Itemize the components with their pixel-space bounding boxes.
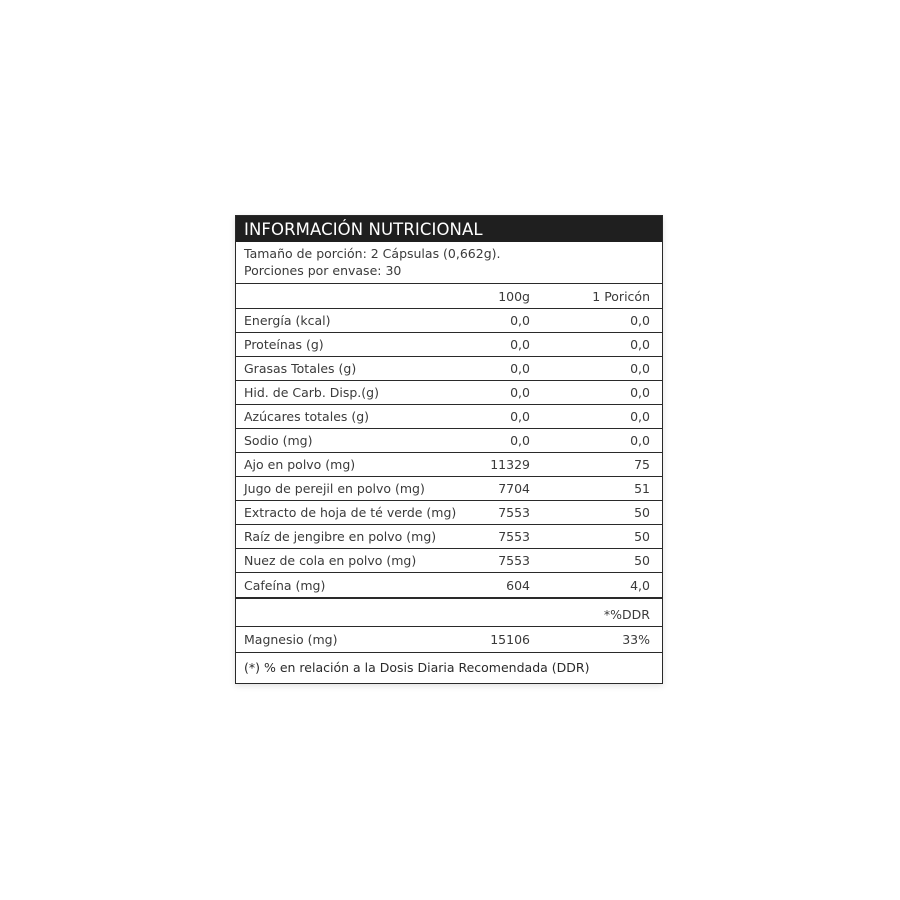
nutrient-name: Ajo en polvo (mg) — [244, 457, 356, 472]
servings-per-container: Porciones por envase: 30 — [244, 263, 402, 278]
nutrient-value-portion: 50 — [634, 529, 650, 544]
ddr-value-100g: 15106 — [490, 632, 530, 647]
column-header-portion: 1 Poricón — [592, 288, 650, 304]
nutrient-row — [236, 357, 662, 381]
label-title: INFORMACIÓN NUTRICIONAL — [236, 216, 662, 242]
nutrient-value-100g: 7704 — [498, 481, 530, 496]
nutrient-row — [236, 429, 662, 453]
nutrient-row — [236, 309, 662, 333]
nutrient-row — [236, 525, 662, 549]
nutrient-name: Sodio (mg) — [244, 433, 313, 448]
ddr-header: *%DDR — [603, 607, 650, 622]
nutrient-value-portion: 75 — [634, 457, 650, 472]
serving-info — [236, 242, 662, 284]
nutrient-row — [236, 381, 662, 405]
nutrient-value-100g: 7553 — [498, 553, 530, 568]
nutrient-value-portion: 0,0 — [630, 433, 650, 448]
ddr-header-row — [236, 603, 662, 627]
nutrient-name: Azúcares totales (g) — [244, 409, 370, 424]
nutrient-value-portion: 50 — [634, 505, 650, 520]
nutrient-value-100g: 0,0 — [510, 385, 530, 400]
column-header-row — [236, 284, 662, 309]
nutrient-name: Hid. de Carb. Disp.(g) — [244, 385, 379, 400]
ddr-percent: 33% — [622, 632, 650, 647]
nutrient-row — [236, 501, 662, 525]
nutrient-value-portion: 0,0 — [630, 337, 650, 352]
nutrition-label — [235, 215, 663, 684]
nutrient-name: Jugo de perejil en polvo (mg) — [244, 481, 425, 496]
nutrient-row — [236, 453, 662, 477]
nutrient-name: Raíz de jengibre en polvo (mg) — [244, 529, 437, 544]
column-header-100g: 100g — [498, 288, 530, 304]
nutrient-value-portion: 0,0 — [630, 409, 650, 424]
nutrient-value-portion: 50 — [634, 553, 650, 568]
footnote: (*) % en relación a la Dosis Diaria Recomendada (DDR) — [244, 660, 590, 675]
nutrient-row — [236, 573, 662, 597]
nutrient-value-100g: 0,0 — [510, 409, 530, 424]
nutrient-name: Extracto de hoja de té verde (mg) — [244, 505, 457, 520]
serving-size: Tamaño de porción: 2 Cápsulas (0,662g). — [244, 246, 501, 261]
nutrient-row — [236, 477, 662, 501]
nutrient-row — [236, 405, 662, 429]
nutrient-value-100g: 0,0 — [510, 433, 530, 448]
nutrient-name: Cafeína (mg) — [244, 577, 326, 593]
nutrient-value-portion: 4,0 — [630, 577, 650, 593]
ddr-row — [236, 627, 662, 653]
nutrient-value-100g: 7553 — [498, 529, 530, 544]
nutrient-value-100g: 604 — [506, 577, 530, 593]
nutrient-value-portion: 0,0 — [630, 361, 650, 376]
nutrient-value-100g: 0,0 — [510, 313, 530, 328]
nutrient-row — [236, 549, 662, 573]
nutrient-value-portion: 51 — [634, 481, 650, 496]
nutrient-row — [236, 333, 662, 357]
nutrient-value-portion: 0,0 — [630, 313, 650, 328]
nutrient-value-100g: 0,0 — [510, 361, 530, 376]
nutrient-rows — [236, 309, 662, 599]
ddr-nutrient-name: Magnesio (mg) — [244, 632, 338, 647]
nutrient-name: Nuez de cola en polvo (mg) — [244, 553, 417, 568]
nutrient-name: Grasas Totales (g) — [244, 361, 357, 376]
nutrient-name: Energía (kcal) — [244, 313, 331, 328]
nutrient-value-100g: 11329 — [490, 457, 530, 472]
nutrient-name: Proteínas (g) — [244, 337, 324, 352]
nutrient-value-100g: 7553 — [498, 505, 530, 520]
nutrient-value-portion: 0,0 — [630, 385, 650, 400]
nutrient-value-100g: 0,0 — [510, 337, 530, 352]
